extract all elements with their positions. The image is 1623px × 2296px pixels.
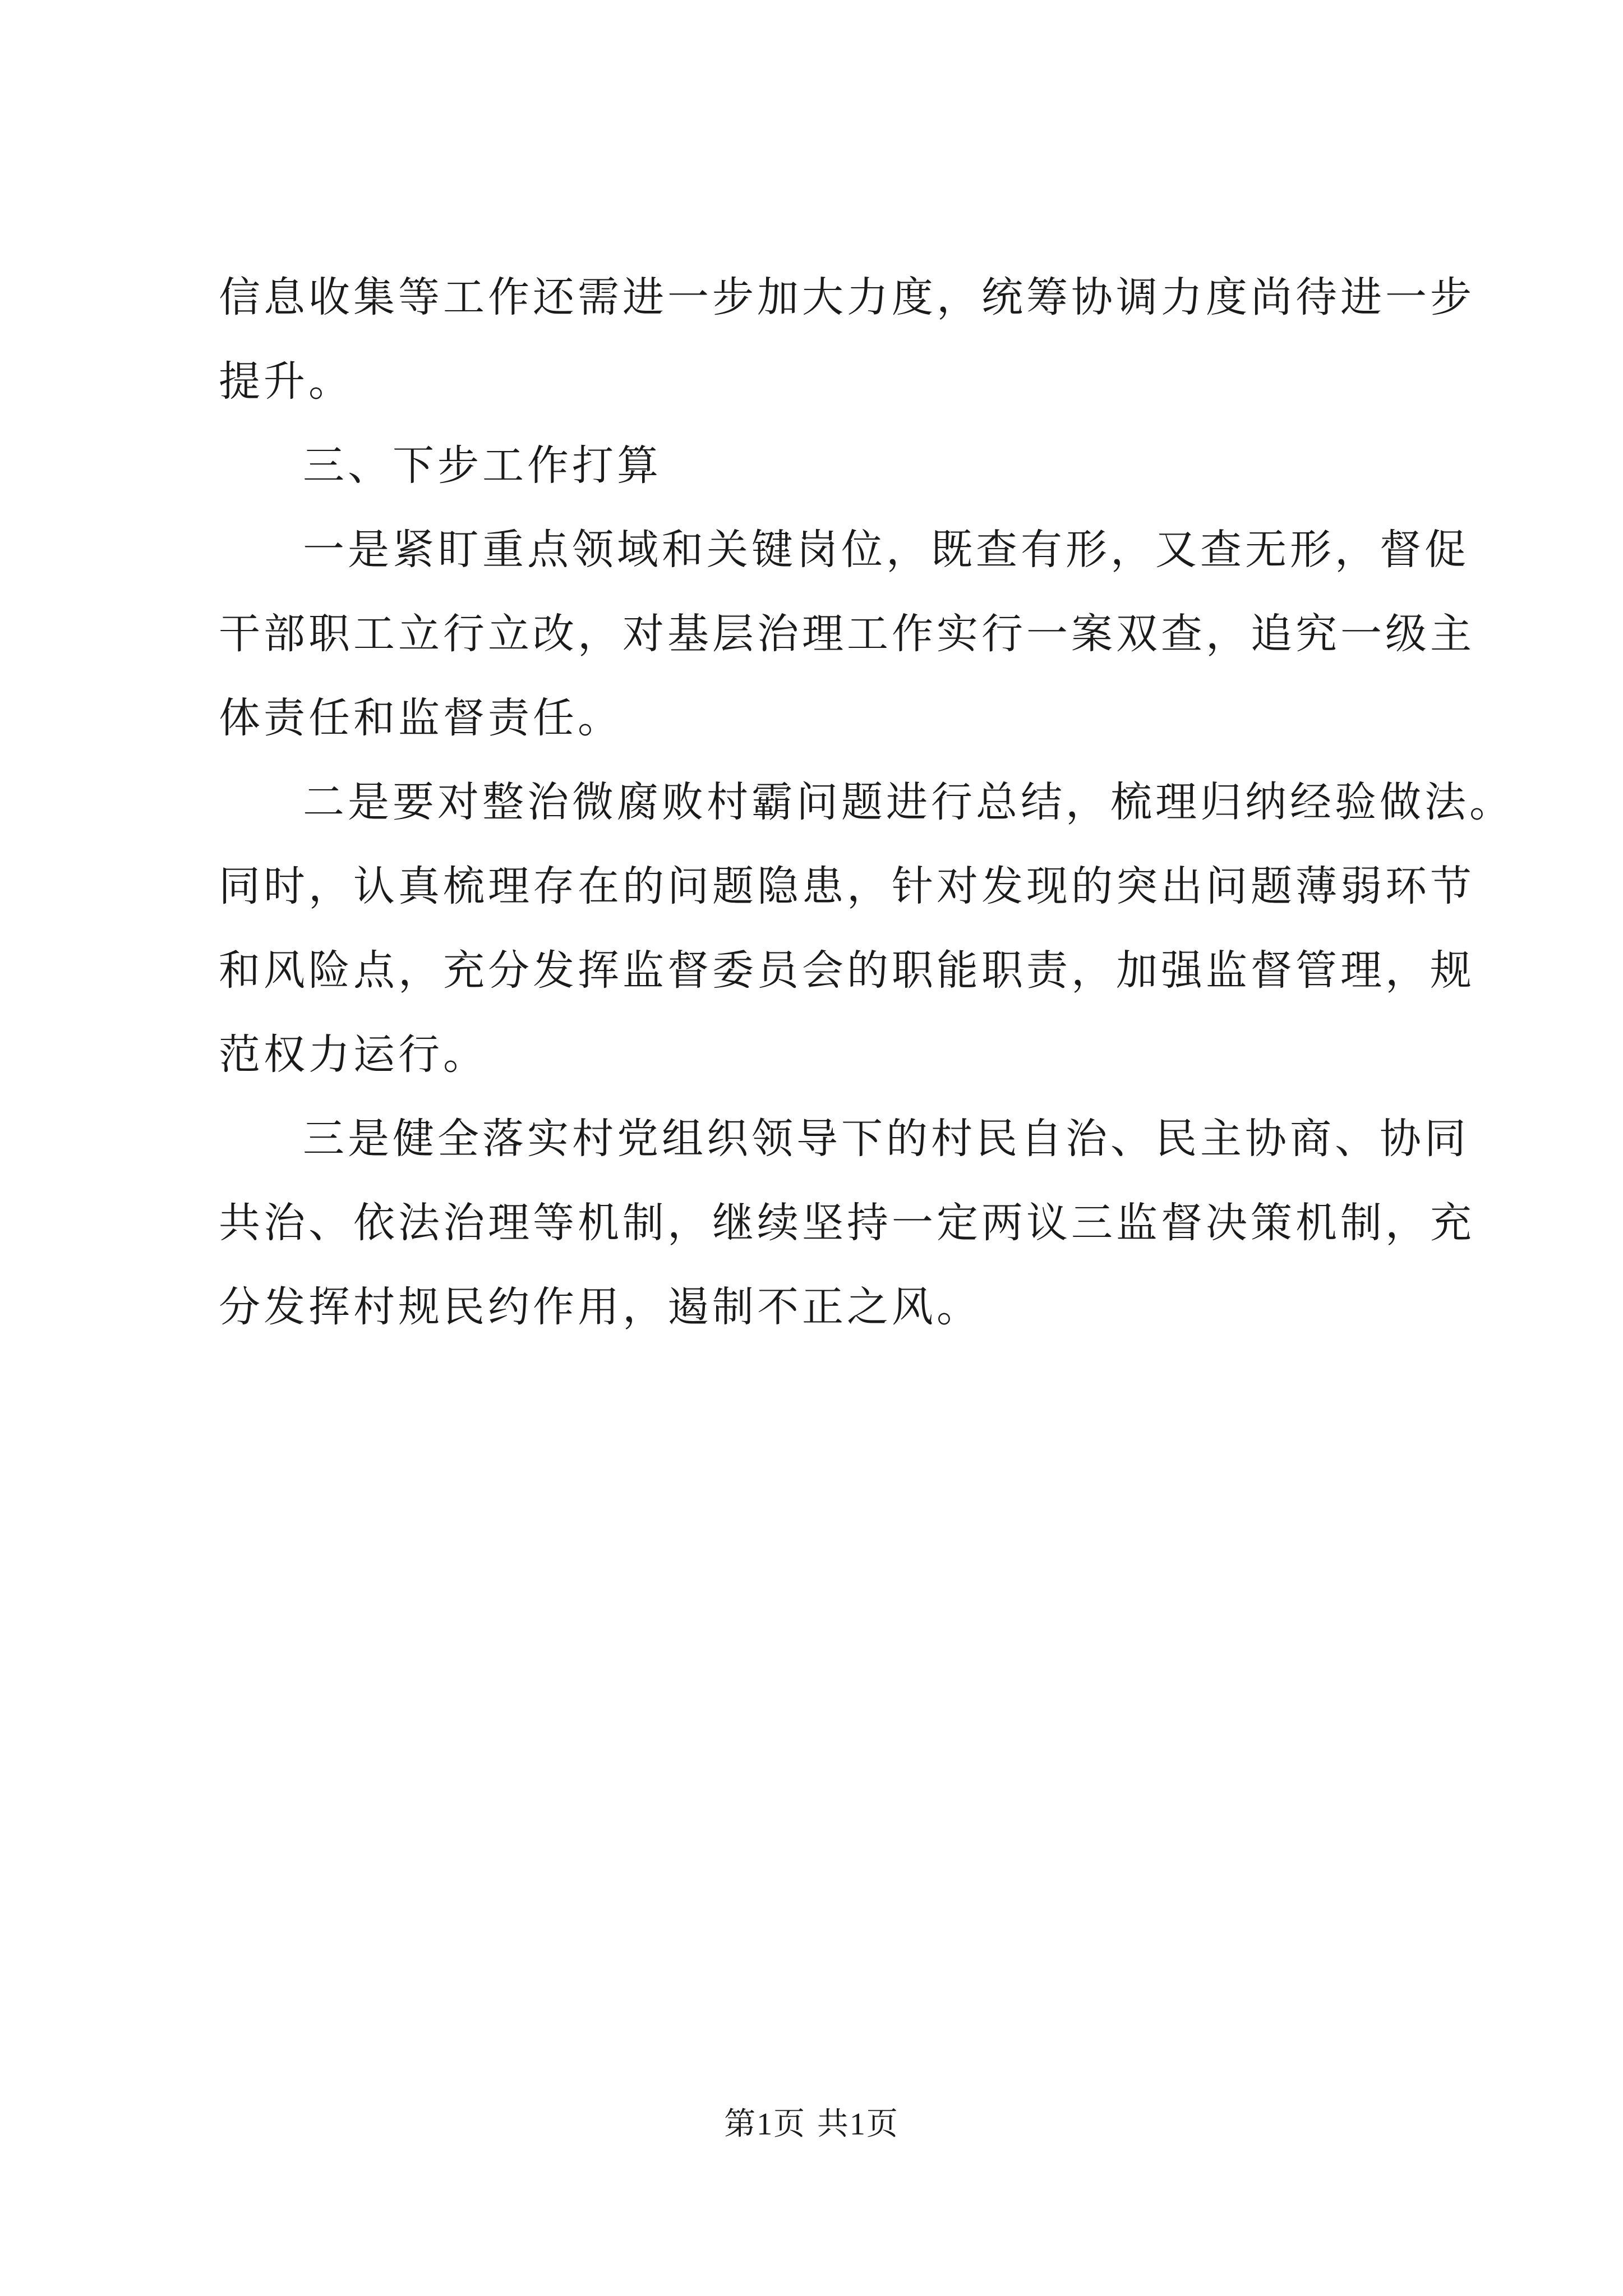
footer-page-number: 1 bbox=[757, 2107, 774, 2142]
paragraph-line: 范权力运行。 bbox=[219, 1030, 488, 1079]
footer-page-total: 1 bbox=[849, 2107, 866, 2142]
paragraph-line: 二是要对整治微腐败村霸问题进行总结，梳理归纳经验做法。 bbox=[303, 778, 1514, 826]
section-heading: 三、下步工作打算 bbox=[303, 441, 662, 490]
paragraph-line: 和风险点，充分发挥监督委员会的职能职责，加强监督管理，规 bbox=[219, 946, 1475, 995]
footer-page-mid: 页 共 bbox=[773, 2106, 850, 2142]
paragraph-line: 一是紧盯重点领域和关键岗位，既查有形，又查无形，督促 bbox=[303, 526, 1469, 574]
footer-page-prefix: 第 bbox=[724, 2106, 757, 2142]
paragraph-line: 信息收集等工作还需进一步加大力度，统筹协调力度尚待进一步 bbox=[219, 273, 1475, 321]
paragraph-line: 共治、依法治理等机制，继续坚持一定两议三监督决策机制，充 bbox=[219, 1199, 1475, 1247]
paragraph-line: 提升。 bbox=[219, 357, 353, 406]
document-body bbox=[219, 255, 1514, 1349]
paragraph-line: 三是健全落实村党组织领导下的村民自治、民主协商、协同 bbox=[303, 1115, 1469, 1163]
paragraph-line: 体责任和监督责任。 bbox=[219, 694, 623, 742]
paragraph-line: 干部职工立行立改，对基层治理工作实行一案双查，追究一级主 bbox=[219, 610, 1475, 658]
footer-page-suffix: 页 bbox=[866, 2106, 899, 2142]
page-footer bbox=[0, 2105, 1623, 2144]
paragraph-line: 同时，认真梳理存在的问题隐患，针对发现的突出问题薄弱环节 bbox=[219, 862, 1475, 910]
paragraph-line: 分发挥村规民约作用，遏制不正之风。 bbox=[219, 1283, 981, 1331]
